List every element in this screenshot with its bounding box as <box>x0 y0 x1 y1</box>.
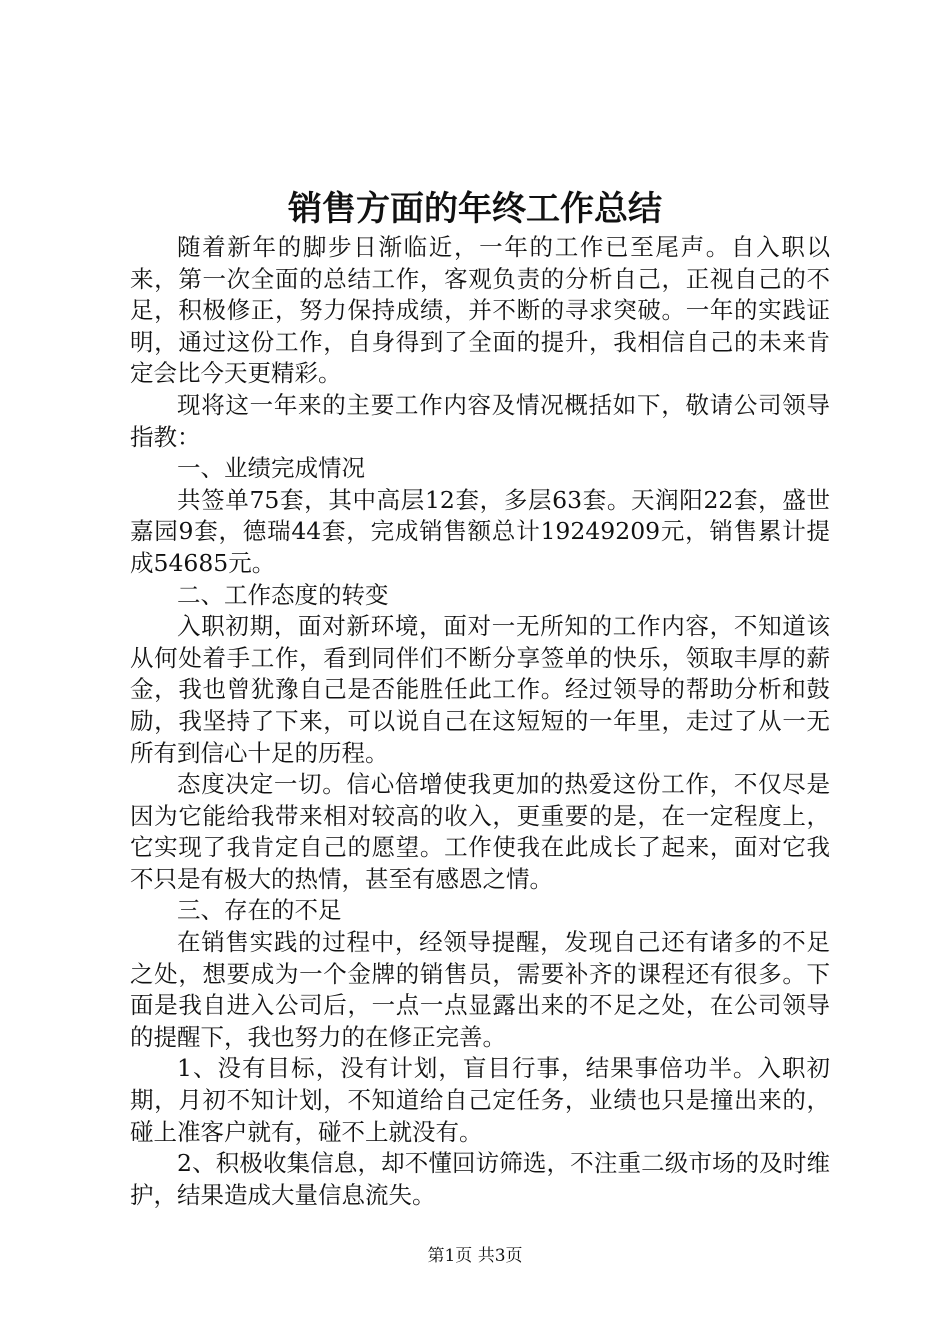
section-heading-shortcomings: 三、存在的不足 <box>177 896 342 925</box>
section-heading-attitude: 二、工作态度的转变 <box>177 580 389 609</box>
paragraph-summary-lead: 现将这一年来的主要工作内容及情况概括如下，敬请公司领导指教： <box>130 390 830 451</box>
paragraph-shortcoming-1: 1、没有目标，没有计划，盲目行事，结果事倍功半。入职初期，月初不知计划，不知道给自己定任务，业绩也只是撞出来的，碰上准客户就有，碰不上就没有。 <box>130 1054 830 1146</box>
document-body <box>130 232 830 1211</box>
paragraph-shortcomings: 在销售实践的过程中，经领导提醒，发现自己还有诸多的不足之处，想要成为一个金牌的销售员，需要补齐的课程还有很多。下面是我自进入公司后，一点一点显露出来的不足之处，在公司领导的提醒下，我也努力的在修正完善。 <box>130 928 830 1051</box>
paragraph-attitude-2: 态度决定一切。信心倍增使我更加的热爱这份工作，不仅尽是因为它能给我带来相对较高的收入，更重要的是，在一定程度上，它实现了我肯定自己的愿望。工作使我在此成长了起来，面对它我不只是有极大的热情，甚至有感恩之情。 <box>130 770 830 893</box>
document-title: 销售方面的年终工作总结 <box>288 189 662 229</box>
paragraph-performance: 共签单75套，其中高层12套，多层63套。天润阳22套，盛世嘉园9套，德瑞44套，完成销售额总计19249209元，销售累计提成54685元。 <box>130 485 830 577</box>
paragraph-attitude-1: 入职初期，面对新环境，面对一无所知的工作内容，不知道该从何处着手工作，看到同伴们不断分享签单的快乐，领取丰厚的薪金，我也曾犹豫自己是否能胜任此工作。经过领导的帮助分析和鼓励，我坚持了下来，可以说自己在这短短的一年里，走过了从一无所有到信心十足的历程。 <box>130 612 830 767</box>
section-heading-performance: 一、业绩完成情况 <box>177 454 365 483</box>
paragraph-shortcoming-2: 2、积极收集信息，却不懂回访筛选，不注重二级市场的及时维护，结果造成大量信息流失。 <box>130 1149 830 1209</box>
paragraph-intro: 随着新年的脚步日渐临近，一年的工作已至尾声。自入职以来，第一次全面的总结工作，客观负责的分析自己，正视自己的不足，积极修正，努力保持成绩，并不断的寻求突破。一年的实践证明，通过这份工作，自身得到了全面的提升，我相信自己的未来肯定会比今天更精彩。 <box>130 233 830 388</box>
page-footer: 第1页 共3页 <box>427 1246 523 1266</box>
